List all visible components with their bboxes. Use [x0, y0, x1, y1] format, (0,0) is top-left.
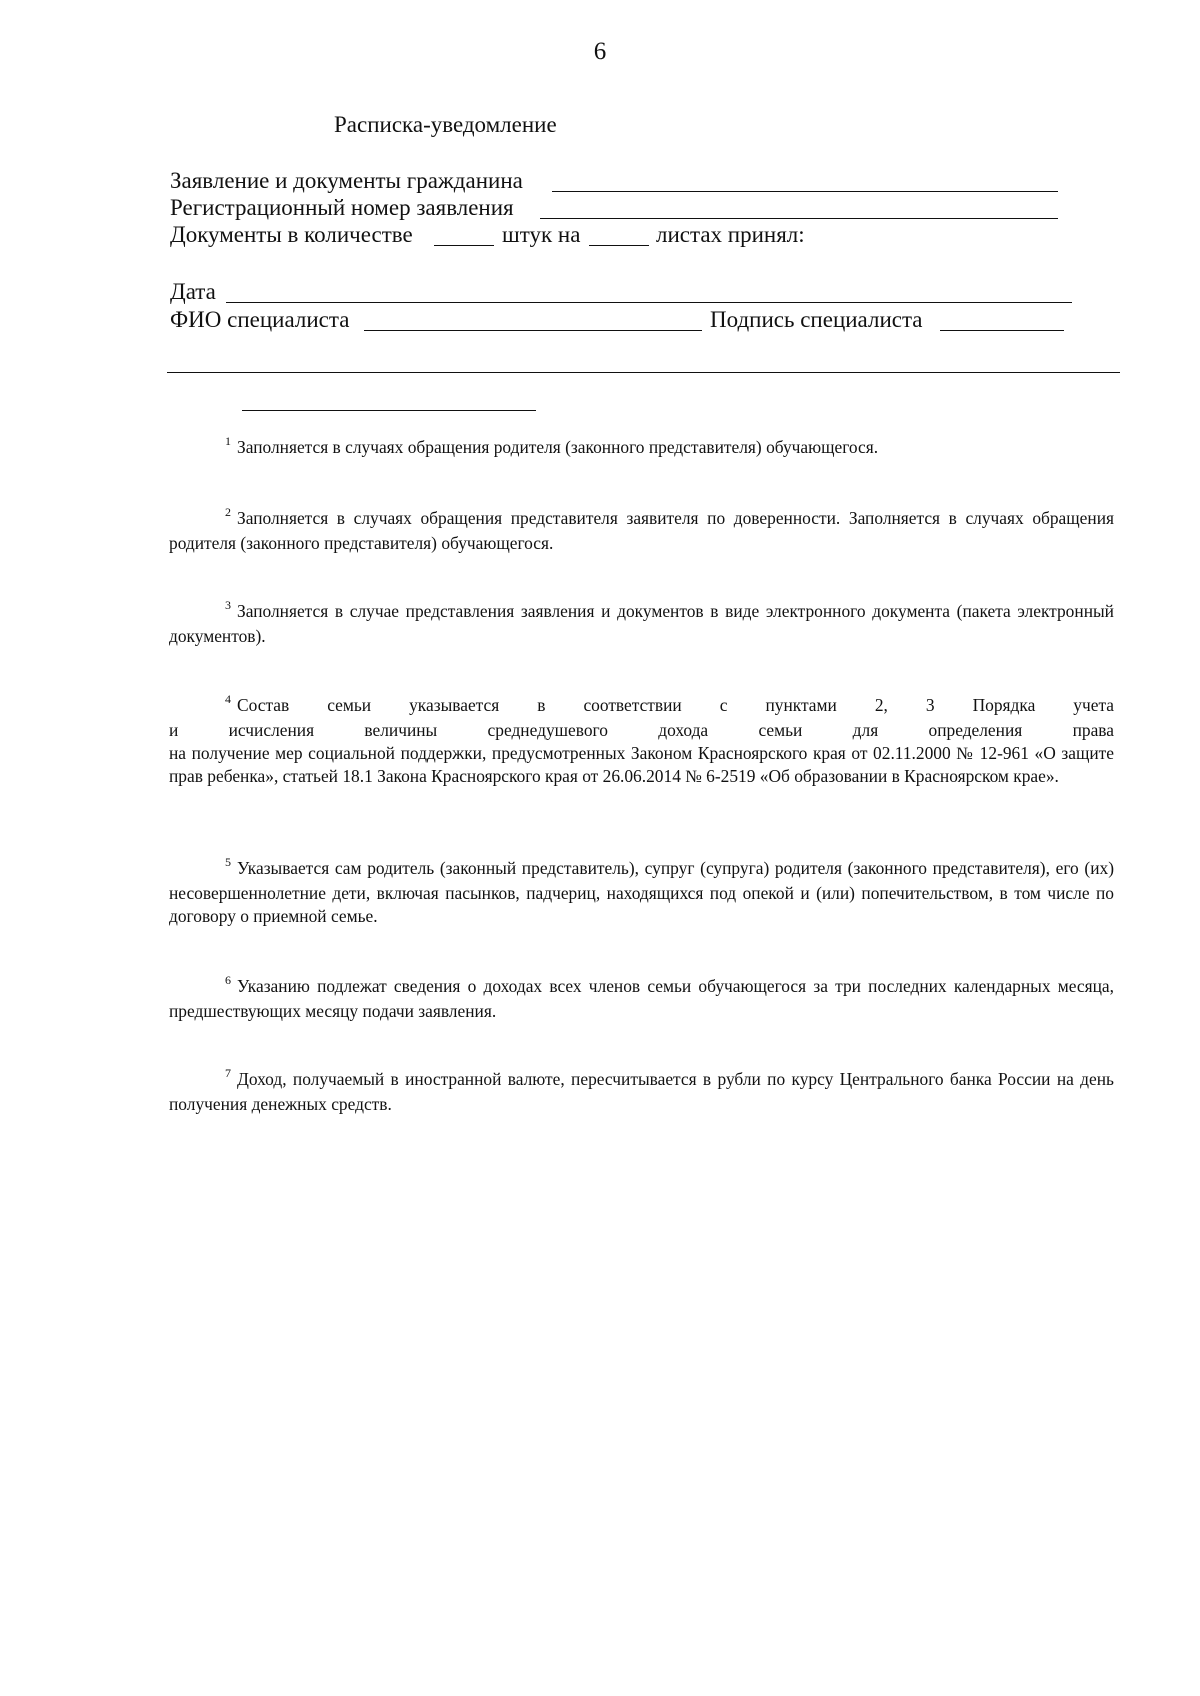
footnote-5-number: 5	[225, 855, 231, 869]
footnote-3-text: Заполняется в случае представления заявления и документов в виде электронного документа (пакета электронный документов).	[169, 601, 1114, 646]
footnote-7-number: 7	[225, 1066, 231, 1080]
specialist-signature-blank[interactable]	[940, 330, 1064, 331]
footnote-6-text: Указанию подлежат сведения о доходах всех членов семьи обучающегося за три последних календарных месяца, предшествующих месяцу подачи заявления.	[169, 976, 1114, 1021]
footnote-2-number: 2	[225, 505, 231, 519]
docs-count-blank[interactable]	[434, 245, 494, 246]
footnote-4-line-3: на получение мер социальной поддержки, предусмотренных Законом Красноярского края от 02.11.2000 № 12-961 «О защите прав ребенка», статьей 18.1 Закона Красноярского края от 26.06.2014 № 6-2519 «Об образовании в Красноярском крае».	[169, 743, 1114, 786]
reg-number-label: Регистрационный номер заявления	[170, 195, 514, 220]
footnote-3-number: 3	[225, 598, 231, 612]
page-number: 6	[593, 38, 607, 65]
footnote-2-text: Заполняется в случаях обращения представителя заявителя по доверенности. Заполняется в случаях обращения родителя (законного представителя) обучающегося.	[169, 508, 1114, 553]
specialist-name-blank[interactable]	[364, 330, 702, 331]
specialist-name-label: ФИО специалиста	[170, 307, 350, 332]
citizen-docs-blank[interactable]	[552, 191, 1058, 192]
footnote-separator-line	[242, 410, 536, 411]
footnote-2	[169, 507, 1114, 555]
footnote-4	[169, 694, 1114, 788]
footnote-1-text: Заполняется в случаях обращения родителя (законного представителя) обучающегося.	[237, 437, 879, 457]
footnote-1-number: 1	[225, 434, 231, 448]
docs-count-suffix: листах принял:	[656, 222, 805, 247]
reg-number-blank[interactable]	[540, 218, 1058, 219]
form-separator-line	[167, 372, 1120, 373]
footnote-4-line-1	[169, 694, 1114, 719]
footnote-4-text-1: Состав семьи указывается в соответствии с пунктами 2, 3 Порядка учета	[237, 695, 1114, 715]
docs-count-prefix: Документы в количестве	[170, 222, 413, 247]
receipt-title: Расписка-уведомление	[334, 112, 557, 137]
specialist-signature-label: Подпись специалиста	[710, 307, 923, 332]
footnote-1	[169, 436, 1114, 461]
footnote-6	[169, 975, 1114, 1023]
date-label: Дата	[170, 279, 216, 304]
footnote-7-text: Доход, получаемый в иностранной валюте, пересчитывается в рубли по курсу Центрального банка России на день получения денежных средств.	[169, 1069, 1114, 1114]
footnote-3	[169, 600, 1114, 648]
citizen-docs-label: Заявление и документы гражданина	[170, 168, 523, 193]
footnote-4-line-2: и исчисления величины среднедушевого дохода семьи для определения права	[169, 720, 1114, 740]
footnote-5-text: Указывается сам родитель (законный представитель), супруг (супруга) родителя (законного представителя), его (их) несовершеннолетние дети, включая пасынков, падчериц, находящихся под опекой и (или) попечительством, в том числе по договору о приемной семье.	[169, 858, 1114, 926]
sheets-count-blank[interactable]	[589, 245, 649, 246]
date-blank[interactable]	[226, 302, 1072, 303]
footnote-7	[169, 1068, 1114, 1116]
footnote-5	[169, 857, 1114, 928]
footnote-4-number: 4	[225, 692, 231, 706]
docs-count-mid: штук на	[502, 222, 581, 247]
footnote-6-number: 6	[225, 973, 231, 987]
